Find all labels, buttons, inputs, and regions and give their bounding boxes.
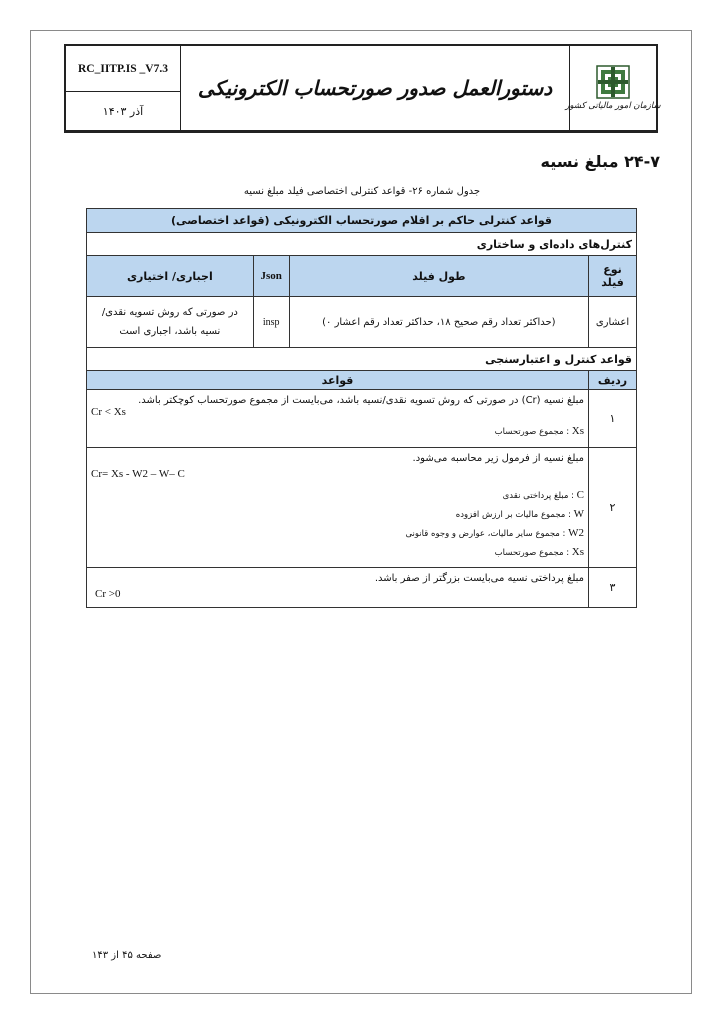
section-title: ۲۴-۷ مبلغ نسیه <box>540 152 660 171</box>
legend-var: C <box>576 489 585 501</box>
rule-cell <box>87 390 589 448</box>
column-header-row <box>87 256 637 297</box>
field-length-value: (حداکثر تعداد رقم صحیح ۱۸، حداکثر تعداد رقم اعشار ۰) <box>289 297 588 348</box>
col-field-length: طول فیلد <box>289 256 588 297</box>
structure-heading-row <box>87 233 637 256</box>
mandatory-value: در صورتی که روش تسویه نقدی/ نسیه باشد، اجباری است <box>87 297 254 348</box>
rule-formula: Cr < Xs <box>91 406 126 418</box>
legend-item <box>91 505 584 524</box>
doc-date: آذر ۱۴۰۳ <box>102 104 144 118</box>
rule-cell <box>87 448 589 568</box>
field-type-value: اعشاری <box>589 297 637 348</box>
validation-heading: قواعد کنترل و اعتبارسنجی <box>87 348 637 371</box>
table-title-row <box>87 209 637 233</box>
rule-row-3 <box>87 568 637 608</box>
legend-var: W2 <box>568 527 585 539</box>
rule-row-1 <box>87 390 637 448</box>
rule-index: ۱ <box>589 390 637 448</box>
legend-item <box>91 486 584 505</box>
legend-desc: : مجموع سایر مالیات، عوارض و وجوه قانونی <box>405 529 566 539</box>
table-row <box>87 297 637 348</box>
rules-table <box>86 208 637 608</box>
col-json: Json <box>253 256 289 297</box>
structure-heading: کنترل‌های داده‌ای و ساختاری <box>87 233 637 256</box>
col-mandatory: اجباری/ اختیاری <box>87 256 254 297</box>
org-name: سازمان امور مالیاتی کشور <box>565 101 661 111</box>
rule-text: مبلغ نسیه از فرمول زیر محاسبه می‌شود. <box>412 453 585 464</box>
json-value: insp <box>253 297 289 348</box>
col-rules: قواعد <box>87 371 589 390</box>
legend-item <box>91 422 584 441</box>
rule-text: مبلغ نسیه (Cr) در صورتی که روش تسویه نقدی/نسیه باشد، می‌بایست از مجموع صورتحساب کوچکتر باشد. <box>138 395 585 406</box>
col-index: ردیف <box>589 371 637 390</box>
doc-code: RC_IITP.IS _V7.3 <box>66 46 180 92</box>
legend-item <box>91 524 584 543</box>
table-caption: جدول شماره ۲۶- قواعد کنترلی اختصاصی فیلد مبلغ نسیه <box>243 186 481 197</box>
legend-desc: : مجموع صورتحساب <box>494 548 570 558</box>
legend-var: Xs <box>571 425 585 437</box>
table-title: قواعد کنترلی حاکم بر اقلام صورتحساب الکترونیکی (قواعد اختصاصی) <box>87 209 637 233</box>
header-meta <box>66 46 181 130</box>
document-header <box>64 44 661 133</box>
rule-formula: Cr= Xs - W2 – W– C <box>91 468 185 480</box>
header-logo-cell <box>565 46 661 130</box>
legend-var: W <box>573 508 585 520</box>
rule-cell <box>87 568 589 608</box>
rule-formula: Cr >0 <box>95 588 121 600</box>
legend-item <box>91 543 584 562</box>
legend-var: Xs <box>571 546 585 558</box>
col-field-type: نوع فیلد <box>589 256 637 297</box>
rule-index: ۲ <box>589 448 637 568</box>
legend-desc: : مجموع مالیات بر ارزش افزوده <box>455 510 571 520</box>
legend-desc: : مبلغ پرداختی نقدی <box>502 491 574 501</box>
legend-desc: : مجموع صورتحساب <box>494 427 570 437</box>
rule-row-2 <box>87 448 637 568</box>
validation-heading-row <box>87 348 637 371</box>
page-number: صفحه ۴۵ از ۱۴۳ <box>92 950 162 961</box>
rule-text: مبلغ پرداختی نسیه می‌بایست بزرگتر از صفر باشد. <box>374 573 585 584</box>
rules-header-row <box>87 371 637 390</box>
doc-title: دستورالعمل صدور صورتحساب الکترونیکی <box>197 76 553 100</box>
rule-index: ۳ <box>589 568 637 608</box>
tax-organization-logo-icon <box>596 65 630 99</box>
